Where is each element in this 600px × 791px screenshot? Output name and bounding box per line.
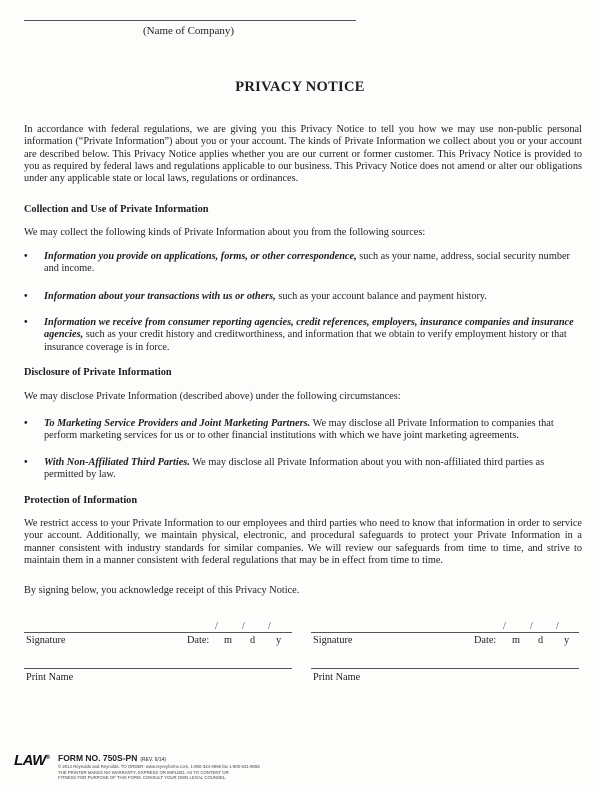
page-title: PRIVACY NOTICE [235, 79, 365, 95]
print-name-line-left[interactable] [24, 668, 292, 669]
date-year: y [564, 635, 570, 646]
company-name-line[interactable] [24, 20, 356, 21]
form-number [58, 753, 166, 763]
bullet-icon: • [24, 251, 28, 262]
signature-line-right[interactable] [311, 632, 579, 633]
bullet-lead: Information you provide on applications, forms, or other correspondence, [44, 251, 357, 262]
bullet-text: We may disclose all Private Information to companies that perform marketing services for us or to other financial institutions with which we have joint marketing agreements. [44, 418, 554, 442]
bullet-icon: • [24, 317, 28, 328]
bullet-text: We may disclose all Private Information about you with non-affiliated third parties as permitted by law. [44, 457, 545, 481]
date-month: m [224, 635, 233, 646]
bullet-lead: Information we receive from consumer reporting agencies, credit references, employers, insurance companies and insurance agencies, [44, 317, 574, 341]
date-label: Date: [474, 635, 497, 646]
form-footer [14, 752, 314, 786]
bullet-lead: Information about your transactions with us or others, [44, 291, 276, 302]
list-item [24, 457, 584, 482]
collection-lead: We may collect the following kinds of Private Information about you from the following sources: [24, 227, 426, 238]
protection-paragraph: We restrict access to your Private Information to our employees and third parties who need to know that information in order to service your account. Additionally, we maintain physical, electronic, and procedural safeguards to protect your Private Information in a manner consistent with industry standards for similar companies. We will review our safeguards from time to time, and strive to maintain them in a manner consistent with federal regulations that may be in effect from time to time. [24, 518, 582, 566]
print-name-line-right[interactable] [311, 668, 579, 669]
disclosure-lead: We may disclose Private Information (described above) under the following circumstances: [24, 391, 401, 402]
bullet-icon: • [24, 457, 28, 468]
registered-mark-icon: ® [45, 755, 50, 761]
bullet-icon: • [24, 418, 28, 429]
fine-print: THE PRINTER MAKES NO WARRANTY, EXPRESS OR IMPLIED, AS TO CONTENT OR [58, 769, 229, 775]
date-year: y [276, 635, 282, 646]
fine-print: © 2014 Reynolds and Reynolds. TO ORDER: www.reyreyforms.com, 1-800-344-0996 fax 1-800-531-9055 [58, 764, 260, 769]
bullet-icon: • [24, 291, 28, 302]
list-item [24, 291, 584, 303]
form-revision: (REV. 6/14) [140, 757, 167, 763]
date-label: Date: [187, 635, 210, 646]
acknowledgement-text: By signing below, you acknowledge receipt of this Privacy Notice. [24, 585, 300, 596]
bullet-text: such as your name, address, social security number and income. [44, 251, 570, 275]
print-name-label: Print Name [26, 672, 74, 683]
date-day: d [538, 635, 544, 646]
print-name-label: Print Name [313, 672, 361, 683]
bullet-lead: To Marketing Service Providers and Joint Marketing Partners. [44, 418, 311, 429]
bullet-text: such as your account balance and payment history. [275, 291, 487, 302]
date-slash: / [242, 621, 245, 632]
date-slash: / [556, 621, 559, 632]
date-slash: / [215, 621, 218, 632]
bullet-lead: With Non-Affiliated Third Parties. [44, 457, 190, 468]
date-slash: / [530, 621, 533, 632]
date-slash: / [503, 621, 506, 632]
date-month: m [512, 635, 521, 646]
logo-text: LAW [14, 752, 46, 769]
signature-line-left[interactable] [24, 632, 292, 633]
bullet-text: such as your credit history and creditworthiness, and information that we obtain to verify employment history or that insurance coverage is in force. [44, 329, 567, 353]
law-logo [14, 752, 50, 769]
list-item [24, 317, 584, 354]
fine-print: FITNESS FOR PURPOSE OF THIS FORM. CONSULT YOUR OWN LEGAL COUNSEL. [58, 775, 227, 780]
signature-label: Signature [26, 635, 66, 646]
list-item [24, 418, 584, 443]
collection-heading: Collection and Use of Private Information [24, 204, 209, 215]
disclosure-heading: Disclosure of Private Information [24, 367, 172, 378]
protection-heading: Protection of Information [24, 495, 138, 506]
date-day: d [250, 635, 256, 646]
date-slash: / [268, 621, 271, 632]
form-number-text: FORM NO. 750S-PN [58, 753, 138, 763]
signature-label: Signature [313, 635, 353, 646]
intro-paragraph: In accordance with federal regulations, we are giving you this Privacy Notice to tell you how we may use non-public personal information (“Private Information”) about you or your account. The kinds of Private Information we collect about you or your account are described below. This Privacy Notice applies whether you are our current or former customer. This Privacy Notice is provided to you as required by federal laws and regulations applicable to our business. This Privacy Notice does not amend or alter our obligations under any applicable state or local laws, regulations or ordinances. [24, 124, 582, 185]
list-item [24, 251, 584, 276]
company-name-caption: (Name of Company) [143, 25, 235, 37]
